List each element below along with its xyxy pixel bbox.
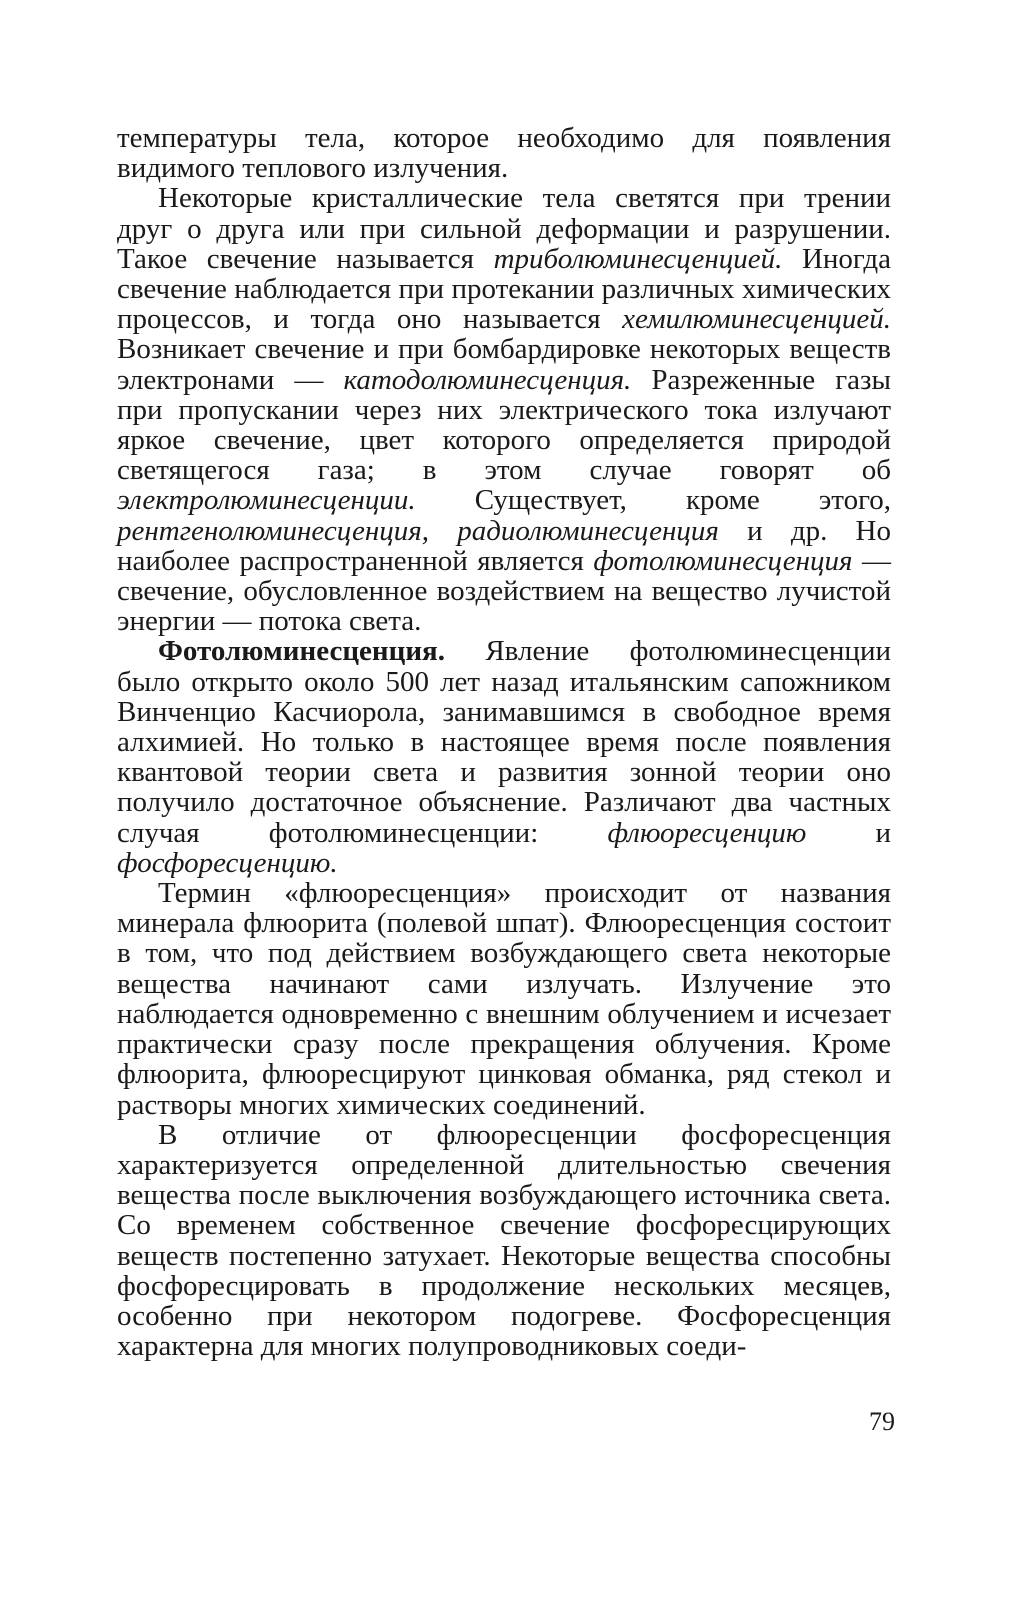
paragraph [117,123,891,183]
italic-term: рентгенолюминесценция, радиолюминесценция [117,514,719,547]
italic-term: фосфоресценцию. [117,846,338,879]
text-run: — свечение, обусловленное воздействием на вещество лучистой энергии — потока света. [117,544,892,638]
italic-term: катодолюминесценция. [343,363,632,396]
italic-term: флюоресценцию [607,816,807,849]
paragraph [117,183,891,636]
paragraph [117,1120,891,1362]
text-run: Явление фотолюминесценции было открыто около 500 лет назад итальянским сапожником Винченцио Касчиорола, занимавшимся в свободное время алхимией. Но только в настоящее время после появления квантовой теории света и развития зонной теории оно получило достаточное объяснение. Различают два частных случая фотолюминесценции: [117,635,891,849]
paragraph [117,878,891,1120]
text-run: Существует, кроме этого, [415,484,891,517]
page-number: 79 [869,1407,895,1436]
text-run: Некоторые кристаллические тела светятся при трении друг о друга или при сильной деформации и разрушении. Такое свечение называется [117,182,891,275]
section-heading: Фотолюминесценция. [158,635,445,668]
text-run: Иногда свечение наблюдается при протекании различных химических процессов, и тогда оно называется [117,242,891,336]
page-body [117,123,891,1361]
text-run: Разреженные газы при пропускании через них электрического тока излучают яркое свечение, цвет которого определяется природой светящегося газа; в этом случае говорят об [117,363,891,487]
italic-term: электролюминесценции. [117,484,416,517]
italic-term: триболюминесценцией. [493,242,783,275]
text-run: Возникает свечение и при бомбардировке некоторых веществ электронами — [117,333,891,396]
text-run: В отличие от флюоресценции фосфоресценция характеризуется определенной длительностью свечения вещества после выключения возбуждающего источника света. Со временем собственное свечение фосфоресцирующих веществ постепенно затухает. Некоторые вещества способны фосфоресцировать в продолжение нескольких месяцев, особенно при некотором подогреве. Фосфоресценция характерна для многих полупроводниковых соеди- [117,1118,891,1363]
italic-term: хемилюминесценцией. [622,303,891,336]
text-run: Термин «флюоресценция» происходит от названия минерала флюорита (полевой шпат). Флюоресценция состоит в том, что под действием возбуждающего света некоторые вещества начинают сами излучать. Излучение это наблюдается одновременно с внешним облучением и исчезает практически сразу после прекращения облучения. Кроме флюорита, флюоресцируют цинковая обманка, ряд стекол и растворы многих химических соединений. [117,877,891,1121]
paragraph [117,636,891,878]
text-run: температуры тела, которое необходимо для появления видимого теплового излучения. [117,122,891,185]
text-run: и [806,816,891,849]
italic-term: фотолюминесценция [593,544,853,577]
text-run: и др. Но наиболее распространенной является [117,514,891,577]
